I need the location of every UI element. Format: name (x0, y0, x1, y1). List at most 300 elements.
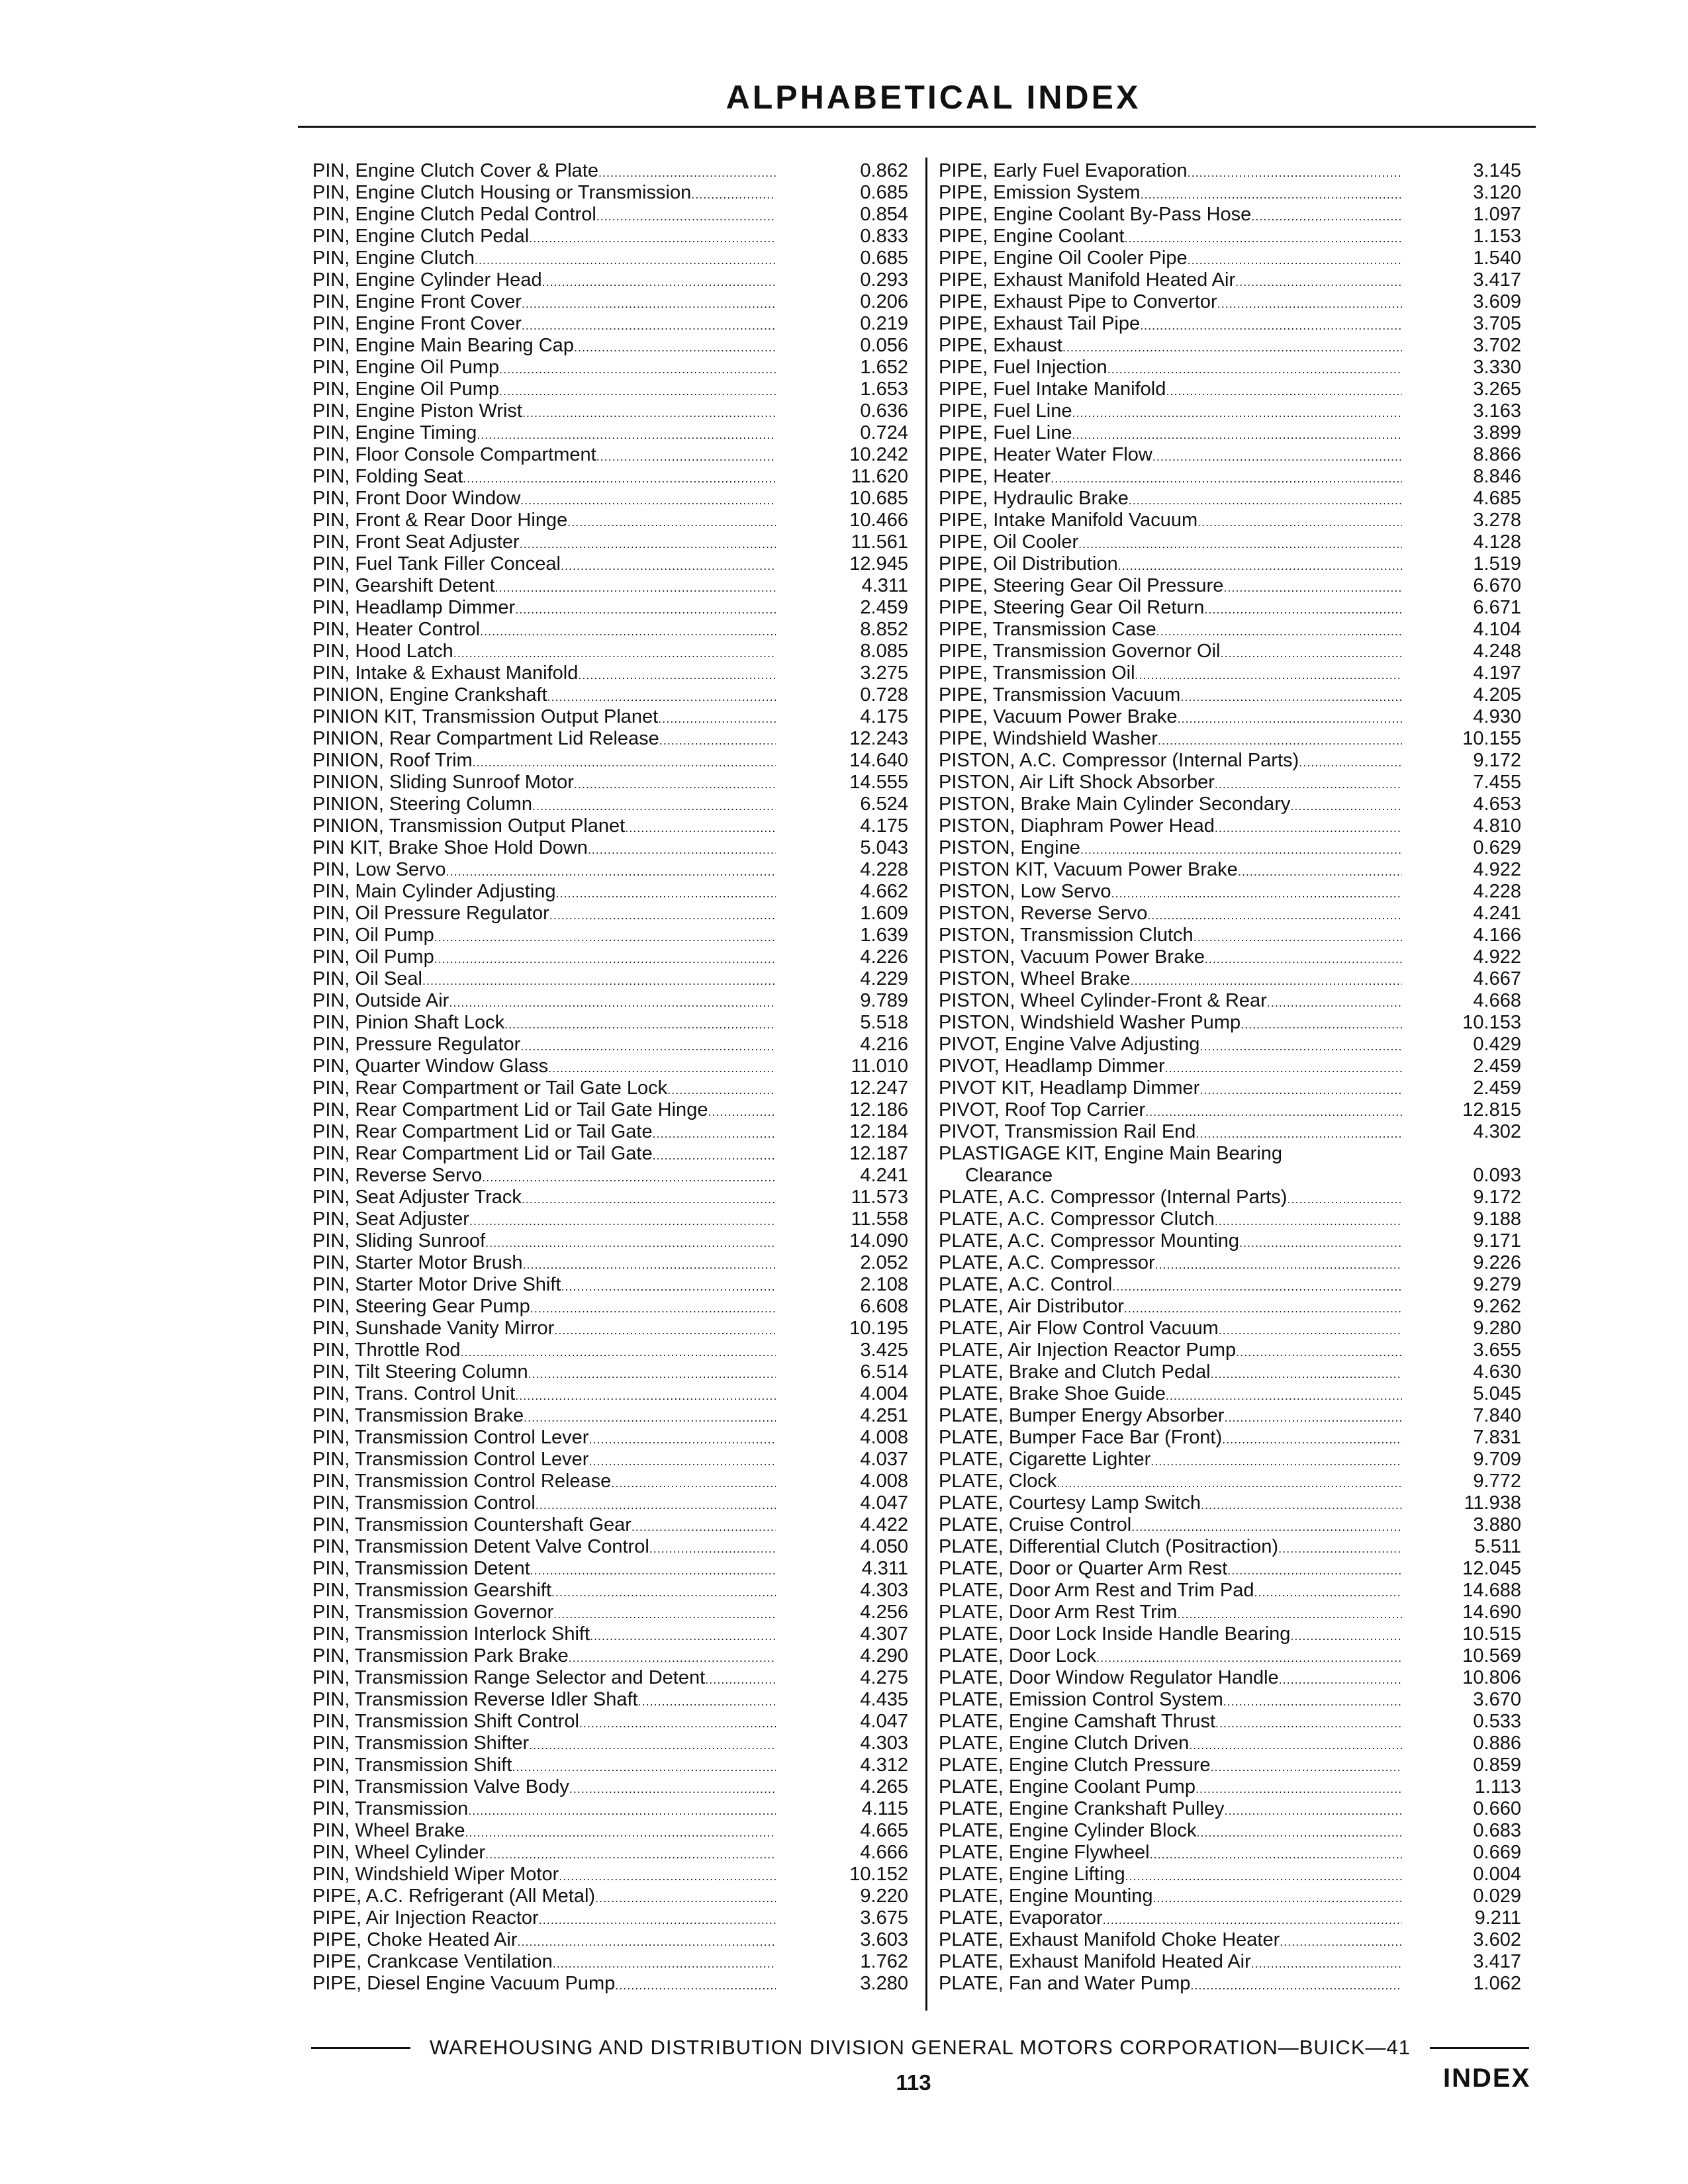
index-entry (312, 1056, 908, 1077)
entry-label: PIN, Transmission Control Lever (312, 1427, 589, 1448)
entry-label: PIPE, Engine Coolant By-Pass Hose (939, 204, 1252, 225)
entry-reference: 9.280 (1473, 1318, 1521, 1339)
entry-label: PLATE, Door Lock (939, 1645, 1097, 1666)
entry-label: PIN, Seat Adjuster (312, 1208, 469, 1230)
index-entry (939, 466, 1521, 488)
entry-label: PIN, Pinion Shaft Lock (312, 1012, 505, 1033)
dot-leader (625, 815, 776, 839)
dot-leader (1053, 1165, 1402, 1187)
entry-label: PIN, Rear Compartment Lid or Tail Gate (312, 1121, 653, 1142)
dot-leader (520, 488, 776, 512)
dot-leader (536, 1492, 776, 1516)
index-entry (312, 553, 908, 575)
dot-leader (561, 1274, 776, 1298)
entry-description (939, 946, 1402, 970)
dot-leader (1112, 1274, 1402, 1298)
dot-leader (539, 1907, 776, 1931)
entry-label: PIPE, Fuel Intake Manifold (939, 379, 1166, 400)
entry-label: PIPE, Engine Oil Cooler Pipe (939, 248, 1188, 269)
entry-reference: 4.175 (860, 706, 908, 727)
index-entry (312, 226, 908, 248)
entry-reference: 2.052 (860, 1252, 908, 1273)
entry-reference: 11.561 (851, 531, 908, 553)
entry-reference: 4.312 (860, 1754, 908, 1776)
index-entry (939, 269, 1521, 291)
index-entry (312, 422, 908, 444)
entry-label: PIN, Transmission Reverse Idler Shaft (312, 1689, 638, 1710)
entry-label: PIN, Trans. Control Unit (312, 1383, 516, 1404)
index-entry (939, 575, 1521, 597)
entry-description (312, 1492, 776, 1516)
entry-reference: 11.573 (851, 1187, 908, 1208)
entry-label: PLATE, Fan and Water Pump (939, 1973, 1191, 1994)
entry-reference: 9.709 (1473, 1449, 1521, 1470)
entry-label: PLATE, Door Lock Inside Handle Bearing (939, 1623, 1291, 1645)
entry-description (939, 531, 1402, 555)
entry-reference: 4.197 (1473, 662, 1521, 684)
index-entry (939, 1449, 1521, 1471)
index-entry (939, 1012, 1521, 1034)
entry-description (939, 1645, 1402, 1669)
dot-leader (1235, 269, 1402, 293)
entry-description (939, 837, 1402, 861)
index-entry (312, 684, 908, 706)
entry-label: PIN, Seat Adjuster Track (312, 1187, 522, 1208)
entry-label: PLATE, A.C. Control (939, 1274, 1113, 1295)
index-entry (939, 837, 1521, 859)
entry-reference: 3.655 (1473, 1340, 1521, 1361)
entry-label: PLATE, Engine Crankshaft Pulley (939, 1798, 1225, 1819)
index-entry (312, 1514, 908, 1536)
entry-description (939, 990, 1402, 1014)
entry-description (312, 946, 776, 970)
entry-label: PIPE, Transmission Governor Oil (939, 641, 1221, 662)
entry-description (312, 1733, 776, 1756)
index-entry (312, 925, 908, 946)
entry-description (939, 422, 1402, 446)
dot-leader (512, 1754, 776, 1778)
entry-label: PIPE, Exhaust (939, 335, 1062, 356)
dot-leader (1279, 1667, 1402, 1691)
index-entry (939, 1121, 1521, 1143)
index-entry (939, 968, 1521, 990)
dot-leader (1239, 1230, 1402, 1254)
index-entry (939, 1361, 1521, 1383)
dot-leader (1152, 444, 1402, 468)
dot-leader (468, 1798, 776, 1822)
entry-description (312, 1754, 776, 1778)
entry-label: PIPE, Fuel Line (939, 400, 1072, 422)
index-entry (939, 400, 1521, 422)
entry-reference: 0.859 (1473, 1754, 1521, 1776)
entry-description (312, 269, 776, 293)
entry-reference: 0.029 (1473, 1886, 1521, 1907)
index-entry (939, 1077, 1521, 1099)
entry-reference: 0.724 (860, 422, 908, 443)
dot-leader (1236, 1340, 1402, 1363)
entry-reference: 3.145 (1473, 160, 1521, 181)
entry-description (939, 357, 1402, 381)
entry-description (312, 335, 776, 359)
dot-leader (590, 1623, 776, 1647)
entry-label: PINION, Roof Trim (312, 750, 473, 771)
dot-leader (1238, 859, 1402, 883)
entry-reference: 9.262 (1473, 1296, 1521, 1317)
entry-description (312, 1318, 776, 1342)
dot-leader (559, 1864, 776, 1888)
entry-reference: 0.683 (1473, 1820, 1521, 1841)
dot-leader (1224, 1405, 1402, 1429)
entry-label: PLATE, A.C. Compressor (939, 1252, 1155, 1273)
entry-reference: 3.425 (860, 1340, 908, 1361)
entry-reference: 8.085 (860, 641, 908, 662)
dot-leader (529, 1733, 776, 1756)
entry-label: PIVOT, Engine Valve Adjusting (939, 1034, 1200, 1055)
dot-leader (1166, 1383, 1402, 1407)
entry-description (312, 1208, 776, 1232)
entry-reference: 4.685 (1473, 488, 1521, 509)
entry-reference: 4.104 (1473, 619, 1521, 640)
index-entry (939, 1645, 1521, 1667)
entry-reference: 4.166 (1473, 925, 1521, 946)
index-entry (312, 444, 908, 466)
index-entry (312, 903, 908, 925)
entry-label: PIN, Outside Air (312, 990, 449, 1011)
index-entry (312, 1296, 908, 1318)
dot-leader (1118, 553, 1402, 577)
dot-leader (499, 379, 776, 402)
entry-description (939, 1274, 1402, 1298)
entry-label: PLATE, Engine Clutch Pressure (939, 1754, 1211, 1776)
index-entry (312, 1842, 908, 1864)
index-entry (939, 815, 1521, 837)
index-entry (312, 1187, 908, 1208)
dot-leader (485, 1842, 776, 1866)
index-entry (312, 335, 908, 357)
entry-label: PIPE, Heater Water Flow (939, 444, 1152, 465)
index-entry (312, 1864, 908, 1886)
entry-reference: 0.660 (1473, 1798, 1521, 1819)
entry-label: PIN, Engine Cylinder Head (312, 269, 542, 291)
dot-leader (480, 619, 776, 643)
index-entry (312, 1973, 908, 1995)
dot-leader (1131, 1514, 1402, 1538)
dot-leader (1147, 903, 1402, 927)
entry-description (939, 1230, 1402, 1254)
entry-label: PIPE, A.C. Refrigerant (All Metal) (312, 1886, 596, 1907)
entry-label: PLATE, Evaporator (939, 1907, 1103, 1929)
entry-reference: 10.153 (1462, 1012, 1521, 1033)
entry-description (939, 1099, 1402, 1123)
entry-label: PLATE, Clock (939, 1471, 1057, 1492)
entry-label: PIN, Front Seat Adjuster (312, 531, 520, 553)
entry-reference: 10.466 (849, 510, 908, 531)
entry-label: PIN, Transmission Control (312, 1492, 536, 1514)
dot-leader (1223, 1689, 1402, 1713)
dot-leader (596, 204, 776, 228)
entry-description (312, 291, 776, 315)
entry-reference: 14.640 (849, 750, 908, 771)
index-entry (312, 160, 908, 182)
dot-leader (1215, 772, 1402, 796)
index-entry (939, 1208, 1521, 1230)
entry-reference: 6.524 (860, 794, 908, 815)
entry-reference: 1.113 (1474, 1776, 1521, 1797)
index-entry (312, 1427, 908, 1449)
entry-label: PIN, Fuel Tank Filler Conceal (312, 553, 561, 574)
entry-description (312, 1034, 776, 1058)
dot-leader (553, 1602, 776, 1625)
index-entry (939, 1383, 1521, 1405)
entry-description (312, 684, 776, 708)
entry-label: PISTON, Vacuum Power Brake (939, 946, 1205, 968)
index-entry (312, 291, 908, 313)
index-entry (939, 422, 1521, 444)
dot-leader (548, 1056, 776, 1079)
entry-label: PIN, Oil Seal (312, 968, 422, 989)
index-entry (939, 662, 1521, 684)
index-entry (939, 1689, 1521, 1711)
index-entry (312, 750, 908, 772)
entry-label: PIN, Folding Seat (312, 466, 463, 487)
entry-label: PIN, Engine Oil Pump (312, 379, 500, 400)
dot-leader (588, 1449, 776, 1473)
dot-leader (549, 903, 776, 927)
entry-reference: 4.226 (860, 946, 908, 968)
entry-description (312, 881, 776, 905)
entry-reference: 3.675 (860, 1907, 908, 1929)
index-entry (939, 335, 1521, 357)
entry-label: PIN, Engine Front Cover (312, 313, 522, 334)
entry-description (939, 466, 1402, 490)
entry-reference: 4.228 (1473, 881, 1521, 902)
entry-description (939, 182, 1402, 206)
index-entry (312, 466, 908, 488)
entry-reference: 4.275 (860, 1667, 908, 1688)
entry-description (939, 1929, 1402, 1953)
entry-label: PLATE, Differential Clutch (Positraction) (939, 1536, 1279, 1557)
entry-reference: 10.569 (1462, 1645, 1521, 1666)
entry-reference: 0.293 (860, 269, 908, 291)
entry-label: PLATE, Brake and Clutch Pedal (939, 1361, 1211, 1383)
entry-reference: 5.043 (860, 837, 908, 858)
entry-reference: 9.211 (1474, 1907, 1521, 1929)
entry-label: PIPE, Air Injection Reactor (312, 1907, 539, 1929)
entry-description (312, 313, 776, 337)
entry-label: PISTON, Wheel Brake (939, 968, 1131, 989)
entry-label: PISTON, Wheel Cylinder-Front & Rear (939, 990, 1267, 1011)
dot-leader (1177, 1602, 1402, 1625)
index-entry (939, 531, 1521, 553)
entry-reference: 4.666 (860, 1842, 908, 1863)
dot-leader (1199, 1034, 1402, 1058)
entry-label: PISTON, Brake Main Cylinder Secondary (939, 794, 1291, 815)
entry-description (312, 837, 776, 861)
entry-reference: 9.172 (1473, 750, 1521, 771)
entry-label: PIN, Transmission Control Lever (312, 1449, 589, 1470)
entry-reference: 4.922 (1473, 859, 1521, 880)
entry-reference: 4.630 (1473, 1361, 1521, 1383)
index-entry (312, 400, 908, 422)
entry-description (312, 1907, 776, 1931)
entry-description (939, 684, 1402, 708)
entry-label: PIPE, Engine Coolant (939, 226, 1125, 247)
dot-leader (1197, 1820, 1402, 1844)
entry-reference: 3.330 (1473, 357, 1521, 378)
dot-leader (579, 1711, 776, 1735)
index-entry (312, 1252, 908, 1274)
index-entry (939, 1820, 1521, 1842)
entry-label: PIPE, Oil Cooler (939, 531, 1079, 553)
entry-description (939, 291, 1402, 315)
entry-reference: 12.945 (849, 553, 908, 574)
index-entry (312, 575, 908, 597)
index-entry (939, 1514, 1521, 1536)
entry-label: PLATE, Air Flow Control Vacuum (939, 1318, 1219, 1339)
entry-label: PIPE, Heater (939, 466, 1051, 487)
entry-label: PIPE, Transmission Oil (939, 662, 1135, 684)
entry-reference: 8.846 (1473, 466, 1521, 487)
dot-leader (522, 313, 776, 337)
entry-label: PIN KIT, Brake Shoe Hold Down (312, 837, 588, 858)
entry-reference: 3.280 (860, 1973, 908, 1994)
entry-description (312, 422, 776, 446)
entry-label: PISTON, Reverse Servo (939, 903, 1148, 924)
index-entry (312, 1558, 908, 1580)
column-divider (925, 158, 927, 2011)
entry-reference: 1.652 (860, 357, 908, 378)
entry-reference: 14.688 (1462, 1580, 1521, 1601)
index-entry (312, 1361, 908, 1383)
index-entry (939, 444, 1521, 466)
entry-description (939, 1252, 1402, 1276)
dot-leader (659, 728, 776, 752)
entry-description (939, 444, 1402, 468)
entry-label: PIN, Transmission Brake (312, 1405, 524, 1426)
entry-reference: 4.303 (860, 1580, 908, 1601)
index-entry (939, 379, 1521, 400)
entry-label: PISTON, Air Lift Shock Absorber (939, 772, 1215, 793)
entry-reference: 12.243 (849, 728, 908, 749)
entry-label: PLATE, Engine Flywheel (939, 1842, 1150, 1863)
dot-leader (1111, 881, 1402, 905)
entry-reference: 9.226 (1473, 1252, 1521, 1273)
index-entry (939, 488, 1521, 510)
dot-leader (530, 1296, 776, 1320)
entry-description (939, 1012, 1402, 1036)
entry-description (312, 1471, 776, 1494)
index-entry (312, 1580, 908, 1602)
entry-label: PIPE, Transmission Case (939, 619, 1156, 640)
entry-description (312, 1536, 776, 1560)
dot-leader (1211, 1361, 1402, 1385)
dot-leader (504, 1012, 776, 1036)
dot-leader (522, 291, 776, 315)
entry-description (312, 662, 776, 686)
dot-leader (1150, 1449, 1402, 1473)
entry-description (312, 772, 776, 796)
dot-leader (1188, 248, 1402, 271)
index-entry (312, 1689, 908, 1711)
dot-leader (569, 1645, 776, 1669)
dot-leader (1227, 1558, 1402, 1582)
index-entry (939, 1340, 1521, 1361)
entry-description (939, 1689, 1402, 1713)
entry-description (312, 488, 776, 512)
entry-label: PIN, Main Cylinder Adjusting (312, 881, 556, 902)
index-entry (312, 510, 908, 531)
dot-leader (1196, 1776, 1402, 1800)
entry-reference: 5.045 (1473, 1383, 1521, 1404)
entry-description (312, 531, 776, 555)
index-entry (939, 510, 1521, 531)
index-entry (939, 553, 1521, 575)
entry-label: PLATE, Door Window Regulator Handle (939, 1667, 1279, 1688)
index-entry (312, 1711, 908, 1733)
index-entry (939, 1842, 1521, 1864)
entry-reference: 4.665 (860, 1820, 908, 1841)
entry-description (939, 1580, 1402, 1604)
entry-description (312, 1449, 776, 1473)
entry-description (312, 1558, 776, 1582)
dot-leader (1299, 750, 1402, 774)
entry-label: PIPE, Emission System (939, 182, 1141, 203)
entry-description (939, 1056, 1402, 1079)
dot-leader (1166, 379, 1402, 402)
entry-label: PLATE, Bumper Face Bar (Front) (939, 1427, 1223, 1448)
entry-reference: 1.540 (1473, 248, 1521, 269)
dot-leader (477, 422, 776, 446)
entry-description (312, 750, 776, 774)
index-entry (939, 204, 1521, 226)
entry-reference: 0.429 (1473, 1034, 1521, 1055)
footer-rule-right (1430, 2047, 1529, 2049)
entry-label: PIN, Transmission Gearshift (312, 1580, 551, 1601)
entry-description (312, 1340, 776, 1363)
entry-reference: 3.265 (1473, 379, 1521, 400)
entry-reference: 1.762 (860, 1951, 908, 1972)
entry-reference: 9.172 (1473, 1187, 1521, 1208)
entry-description (939, 1907, 1402, 1931)
entry-label: PLATE, Exhaust Manifold Choke Heater (939, 1929, 1280, 1950)
entry-label: PISTON, Low Servo (939, 881, 1111, 902)
index-entry (312, 794, 908, 815)
index-entry (939, 859, 1521, 881)
dot-leader (522, 1187, 776, 1210)
entry-label: PIPE, Transmission Vacuum (939, 684, 1181, 705)
entry-reference: 12.815 (1462, 1099, 1521, 1120)
entry-reference: 0.056 (860, 335, 908, 356)
index-entry (312, 968, 908, 990)
entry-label: PINION KIT, Transmission Output Planet (312, 706, 659, 727)
entry-description (312, 1514, 776, 1538)
entry-label: PINION, Transmission Output Planet (312, 815, 626, 837)
index-entry (312, 379, 908, 400)
entry-label: PLATE, Door Arm Rest Trim (939, 1602, 1178, 1623)
dot-leader (1224, 1798, 1402, 1822)
entry-label: PLATE, Engine Mounting (939, 1886, 1153, 1907)
entry-reference: 3.705 (1473, 313, 1521, 334)
entry-label: PIN, Engine Piston Wrist (312, 400, 522, 422)
entry-description (939, 1492, 1402, 1516)
dot-leader (569, 1776, 776, 1800)
entry-reference: 0.669 (1473, 1842, 1521, 1863)
entry-reference: 4.050 (860, 1536, 908, 1557)
index-entry (939, 1165, 1521, 1187)
entry-label: PIN, Engine Front Cover (312, 291, 522, 312)
entry-description (312, 1602, 776, 1625)
dot-leader (1278, 1536, 1402, 1560)
